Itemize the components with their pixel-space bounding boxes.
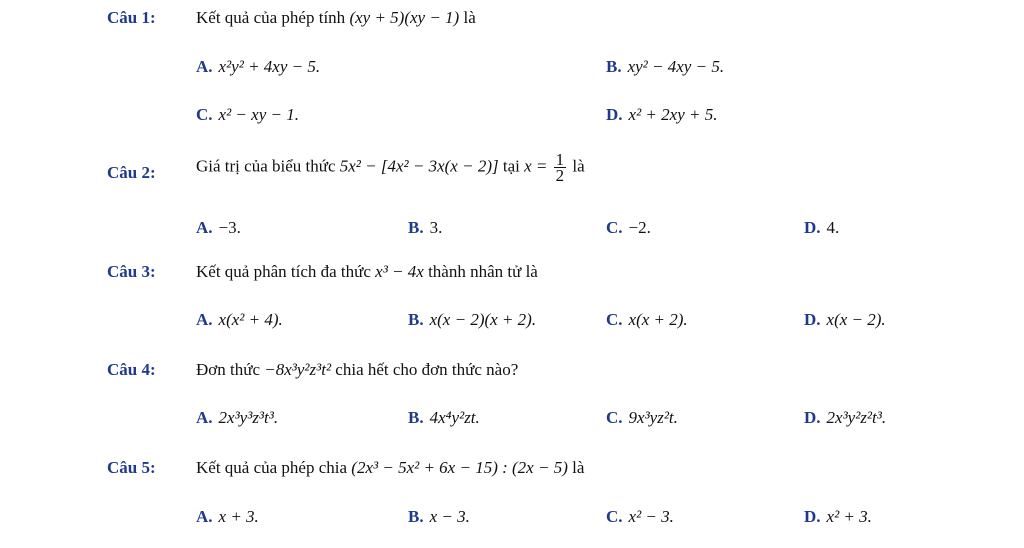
option-letter: D. <box>606 105 623 124</box>
question-2-option-d[interactable] <box>804 218 839 238</box>
option-letter: C. <box>606 218 623 237</box>
option-letter: A. <box>196 507 213 526</box>
option-text: x² + 3. <box>826 507 872 526</box>
question-2-prompt: Giá trị của biểu thức <box>196 156 336 176</box>
question-5-prompt: Kết quả của phép chia <box>196 458 348 477</box>
question-4-label: Câu 4: <box>107 360 156 379</box>
fraction-denominator: 2 <box>555 166 565 185</box>
question-1-prompt: Kết quả của phép tính <box>196 8 346 27</box>
option-letter: C. <box>606 310 623 329</box>
question-3-option-c[interactable] <box>606 310 688 330</box>
option-text: 9x³yz²t. <box>628 408 678 427</box>
option-text: x(x − 2)(x + 2). <box>429 310 537 329</box>
question-3-option-d[interactable] <box>804 310 886 330</box>
question-5-tail: là <box>572 458 585 477</box>
option-letter: B. <box>408 408 424 427</box>
question-4-expression: −8x³y²z³t² <box>264 360 332 379</box>
question-2-option-b[interactable] <box>408 218 442 238</box>
option-text: x² + 2xy + 5. <box>628 105 718 124</box>
question-1-option-a[interactable] <box>196 57 320 77</box>
question-2-mid: tại <box>502 156 520 176</box>
question-4-tail: chia hết cho đơn thức nào? <box>335 360 519 379</box>
option-letter: D. <box>804 408 821 427</box>
question-5-label: Câu 5: <box>107 458 156 477</box>
question-1-expression: (xy + 5)(xy − 1) <box>349 8 460 27</box>
option-text: x(x − 2). <box>826 310 886 329</box>
option-text: x − 3. <box>429 507 470 526</box>
question-1-tail: là <box>463 8 476 27</box>
question-2-label: Câu 2: <box>107 163 156 182</box>
fraction-numerator: 1 <box>555 150 565 169</box>
option-text: 3. <box>429 218 443 237</box>
question-2-fraction <box>554 152 567 183</box>
option-letter: B. <box>408 507 424 526</box>
question-1-option-b[interactable] <box>606 57 724 77</box>
option-letter: C. <box>606 408 623 427</box>
option-letter: B. <box>408 218 424 237</box>
option-text: x² − 3. <box>628 507 674 526</box>
option-letter: A. <box>196 310 213 329</box>
question-5-option-a[interactable] <box>196 507 259 527</box>
question-5-expression: (2x³ − 5x² + 6x − 15) : (2x − 5) <box>351 458 568 477</box>
option-letter: D. <box>804 507 821 526</box>
question-5-option-c[interactable] <box>606 507 674 527</box>
option-letter: A. <box>196 57 213 76</box>
question-4-text <box>196 360 518 380</box>
option-letter: C. <box>606 507 623 526</box>
question-3-expression: x³ − 4x <box>375 262 424 281</box>
option-text: −3. <box>218 218 241 237</box>
question-2-expression: 5x² − [4x² − 3x(x − 2)] <box>339 156 499 176</box>
question-4-option-c[interactable] <box>606 408 678 428</box>
question-5-option-d[interactable] <box>804 507 872 527</box>
question-2-tail: là <box>572 156 585 176</box>
option-text: x² − xy − 1. <box>218 105 299 124</box>
question-3-option-b[interactable] <box>408 310 536 330</box>
question-3-label: Câu 3: <box>107 262 156 281</box>
question-4-option-a[interactable] <box>196 408 278 428</box>
option-letter: B. <box>408 310 424 329</box>
option-text: x + 3. <box>218 507 259 526</box>
option-text: xy² − 4xy − 5. <box>627 57 725 76</box>
option-text: x(x² + 4). <box>218 310 283 329</box>
option-letter: D. <box>804 310 821 329</box>
question-1-option-d[interactable] <box>606 105 717 125</box>
question-2-variable: x = <box>524 156 548 176</box>
question-1-label: Câu 1: <box>107 8 156 27</box>
question-4-option-d[interactable] <box>804 408 886 428</box>
question-1-option-c[interactable] <box>196 105 299 125</box>
option-text: 2x³y²z²t³. <box>826 408 887 427</box>
question-3-tail: thành nhân tử là <box>428 262 538 281</box>
option-letter: A. <box>196 408 213 427</box>
option-text: −2. <box>628 218 651 237</box>
question-2-option-c[interactable] <box>606 218 651 238</box>
question-5-text <box>196 458 584 478</box>
option-text: 4x⁴y²zt. <box>429 408 480 427</box>
question-4-option-b[interactable] <box>408 408 480 428</box>
question-1-text <box>196 8 476 28</box>
question-2-option-a[interactable] <box>196 218 241 238</box>
question-4-prompt: Đơn thức <box>196 360 260 379</box>
question-5-option-b[interactable] <box>408 507 470 527</box>
option-letter: C. <box>196 105 213 124</box>
question-3-option-a[interactable] <box>196 310 283 330</box>
question-3-prompt: Kết quả phân tích đa thức <box>196 262 371 281</box>
option-letter: A. <box>196 218 213 237</box>
option-text: 2x³y³z³t³. <box>218 408 279 427</box>
option-letter: D. <box>804 218 821 237</box>
option-text: x²y² + 4xy − 5. <box>218 57 321 76</box>
option-text: x(x + 2). <box>628 310 688 329</box>
question-3-text <box>196 262 538 282</box>
option-text: 4. <box>826 218 840 237</box>
option-letter: B. <box>606 57 622 76</box>
question-2-text <box>196 152 585 183</box>
